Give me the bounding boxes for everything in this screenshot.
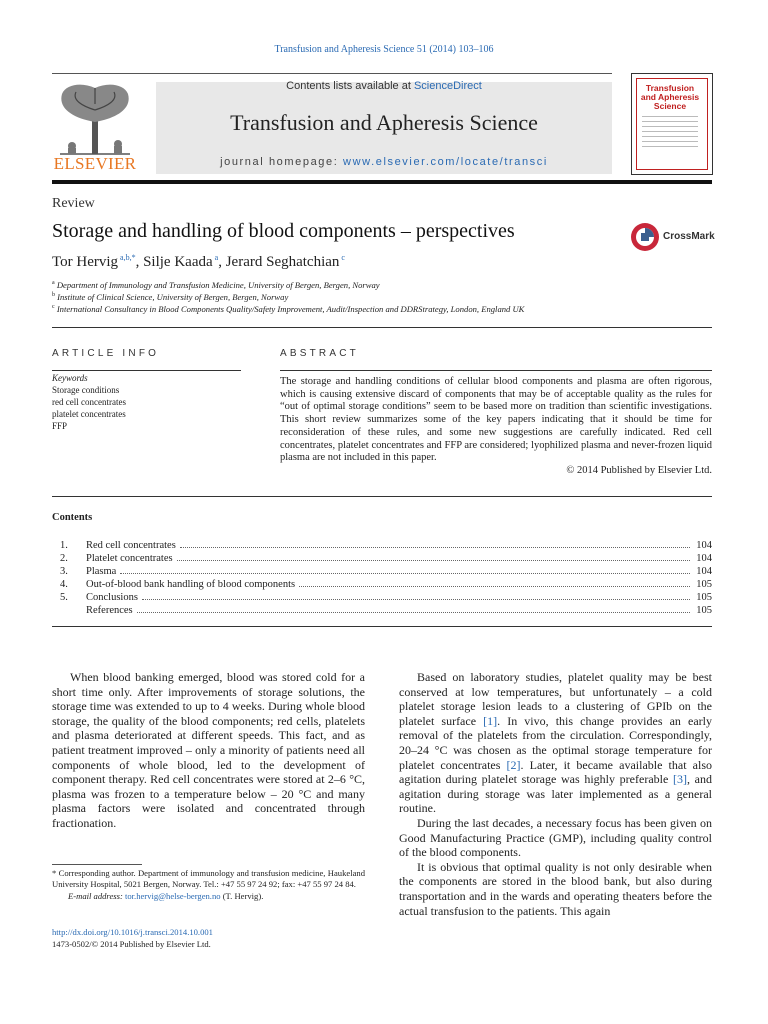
affiliation — [52, 280, 380, 290]
journal-name: Transfusion and Apheresis Science — [230, 110, 538, 135]
toc-page: 105 — [696, 605, 712, 616]
corresponding-author-footnote — [52, 868, 365, 902]
body-paragraph: It is obvious that optimal quality is not only desirable when the components are stored in the blood bank, but also during transportation and in the wards and operating theaters before the actual transfusion to the patients. This again — [399, 859, 712, 918]
journal-homepage-line — [156, 156, 612, 168]
toc-number: 4. — [60, 579, 68, 590]
title-block-rule — [52, 327, 712, 328]
toc-page: 104 — [696, 553, 712, 564]
affiliation-mark: c — [52, 304, 55, 311]
cover-title: Transfusion and Apheresis Science — [640, 83, 700, 111]
header-thick-rule — [52, 180, 712, 184]
elsevier-tree-logo-icon — [52, 80, 138, 156]
publisher-logo-text: ELSEVIER — [53, 154, 137, 173]
author-name: Silje Kaada — [143, 254, 213, 270]
text-segment: , and agitation during storage was later implemented as a general routine. — [399, 772, 713, 816]
keyword[interactable]: platelet concentrates — [52, 409, 126, 419]
toc-label: Plasma — [86, 566, 117, 577]
abstract-rule — [280, 370, 712, 371]
header-top-rule — [52, 73, 612, 74]
crossmark-label: CrossMark — [663, 231, 715, 242]
footnote-text: * Corresponding author. Department of immunology and transfusion medicine, Haukeland University Hospital, 5021 Bergen, Norway. Tel.: +47 55 97 24 92; fax: +47 55 97 24 84. — [52, 868, 365, 890]
body-column-right — [399, 670, 712, 918]
toc-leader — [180, 547, 690, 548]
toc-number: 3. — [60, 566, 68, 577]
toc-leader — [120, 573, 690, 574]
abstract-body — [280, 376, 712, 478]
toc-entry[interactable] — [60, 538, 712, 551]
text-segment: . Later, it became available that also agitation during platelet storage was highly preferable — [399, 757, 712, 787]
contents-bottom-rule — [52, 626, 712, 627]
email-link[interactable]: tor.hervig@helse-bergen.no — [124, 890, 221, 901]
article-title: Storage and handling of blood components – perspectives — [52, 220, 515, 242]
keyword[interactable]: red cell concentrates — [52, 397, 126, 407]
doi-link[interactable]: http://dx.doi.org/10.1016/j.transci.2014.10.001 — [52, 927, 213, 937]
body-paragraph: When blood banking emerged, blood was stored cold for a short time only. After improvements of storage solutions, the storage time was extended to up to 4 weeks. During whole blood storage, the quality of the blood components; red cells, platelets and plasma deteriorated at different speeds. This fact, and as patient treatment improved – only a minority of patients need all components of whole blood, led to the development of component therapy. Red cell concentrates were stored at 2–6 °C, plasma was frozen to a temperature below – 20 °C and many plasma factors were isolated and concentrated through fractionation. — [52, 670, 365, 830]
article-info-rule — [52, 370, 241, 371]
toc-entry[interactable] — [60, 603, 712, 616]
affiliation — [52, 292, 288, 302]
toc-page: 105 — [696, 592, 712, 603]
text-segment: . In vivo, this change provides an early removal of the platelets from the circulation. Correspondingly, 20–24 °C was chosen as the optimal storage temperature for platelet concentrates — [399, 713, 712, 772]
affiliation-text: Institute of Clinical Science, University of Bergen, Bergen, Norway — [55, 292, 289, 302]
reference-link[interactable]: [1] — [483, 713, 498, 728]
toc-page: 105 — [696, 579, 712, 590]
contents-prefix: Contents lists available at — [286, 80, 414, 92]
author-name: Jerard Seghatchian — [225, 254, 340, 270]
affiliation-text: Department of Immunology and Transfusion Medicine, University of Bergen, Bergen, Norway — [54, 280, 380, 290]
author-name: Tor Hervig — [52, 254, 119, 270]
author-affiliation-marks[interactable]: a — [212, 253, 219, 262]
abstract-text: The storage and handling conditions of cellular blood components and plasma are often rigorous, which is causing extensive discard of components that may be of acceptable quality as the rules for “out of optimal storage conditions” seem to be based more on tradition than scientific investigations. This short review summarizes some of the key papers indicating that it should be time for reconsideration of these rules, and some new suggestions are carefully indicated. Red cell concentrates, platelet concentrates and FFP are considered; lyophilized plasma and never-frozen liquid plasma are not included in this paper. — [280, 376, 712, 464]
email-label: E-mail address: — [68, 890, 125, 901]
affiliation-text: International Consultancy in Blood Components Quality/Safety Improvement, Audit/Inspection and DDRStrategy, London, England UK — [54, 304, 525, 314]
cover-text-lines — [642, 116, 698, 151]
author-separator: , — [135, 254, 144, 270]
toc-label: Red cell concentrates — [86, 540, 176, 551]
abstract-bottom-rule — [52, 496, 712, 497]
contents-heading: Contents — [52, 512, 93, 523]
issn-copyright: 1473-0502/© 2014 Published by Elsevier Ltd. — [52, 939, 211, 949]
toc-page: 104 — [696, 540, 712, 551]
toc-label: Conclusions — [86, 592, 138, 603]
author-separator: , — [218, 254, 226, 270]
body-column-left — [52, 670, 365, 831]
keywords-label: Keywords — [52, 373, 88, 383]
contents-available-line — [156, 80, 612, 92]
homepage-prefix: journal homepage: — [220, 156, 344, 168]
abstract-copyright: © 2014 Published by Elsevier Ltd. — [566, 464, 712, 476]
reference-link[interactable]: [3] — [673, 772, 687, 787]
toc-leader — [142, 599, 690, 600]
toc-label: Out-of-blood bank handling of blood components — [86, 579, 296, 590]
abstract-heading: ABSTRACT — [280, 348, 359, 359]
article-info-heading: ARTICLE INFO — [52, 348, 160, 359]
article-type: Review — [52, 196, 95, 211]
author-affiliation-marks[interactable]: a,b,* — [118, 253, 136, 262]
affiliation-mark: a — [52, 280, 55, 287]
text-segment: Based on laboratory studies, platelet quality may be best conserved at low temperatures, but unfortunately – a cold platelet storage lesion leads to a clustering of GPIb on the platelet surface — [399, 670, 712, 728]
journal-cover-thumbnail[interactable] — [631, 73, 713, 175]
toc-entry[interactable] — [60, 577, 712, 590]
body-paragraph: During the last decades, a necessary focus has been given on Good Manufacturing Practice (GMP), including quality control of the blood components. — [399, 815, 712, 860]
toc-page: 104 — [696, 566, 712, 577]
toc-entry[interactable] — [60, 590, 712, 603]
body-paragraph — [399, 670, 712, 816]
toc-label: References — [86, 605, 133, 616]
crossmark-button[interactable] — [630, 222, 714, 252]
footnote-email-line — [52, 891, 365, 902]
toc-leader — [299, 586, 690, 587]
email-suffix: (T. Hervig). — [220, 890, 264, 901]
toc-entry[interactable] — [60, 564, 712, 577]
keyword[interactable]: Storage conditions — [52, 385, 120, 395]
toc-leader — [177, 560, 690, 561]
author-list — [52, 253, 345, 271]
sciencedirect-link[interactable]: ScienceDirect — [413, 80, 482, 92]
affiliation-mark: b — [52, 292, 55, 299]
journal-citation[interactable]: Transfusion and Apheresis Science 51 (2014) 103–106 — [274, 44, 494, 55]
toc-number: 2. — [60, 553, 68, 564]
toc-leader — [137, 612, 690, 613]
footnote-rule — [52, 864, 142, 865]
crossmark-icon — [630, 222, 660, 252]
toc-number: 5. — [60, 592, 68, 603]
toc-entry[interactable] — [60, 551, 712, 564]
reference-link[interactable]: [2] — [506, 757, 521, 772]
homepage-link[interactable]: www.elsevier.com/locate/transci — [343, 156, 548, 168]
toc-number: 1. — [60, 540, 68, 551]
author-affiliation-marks[interactable]: c — [339, 253, 345, 262]
toc-label: Platelet concentrates — [86, 553, 173, 564]
affiliation — [52, 304, 524, 314]
keyword[interactable]: FFP — [52, 421, 68, 431]
